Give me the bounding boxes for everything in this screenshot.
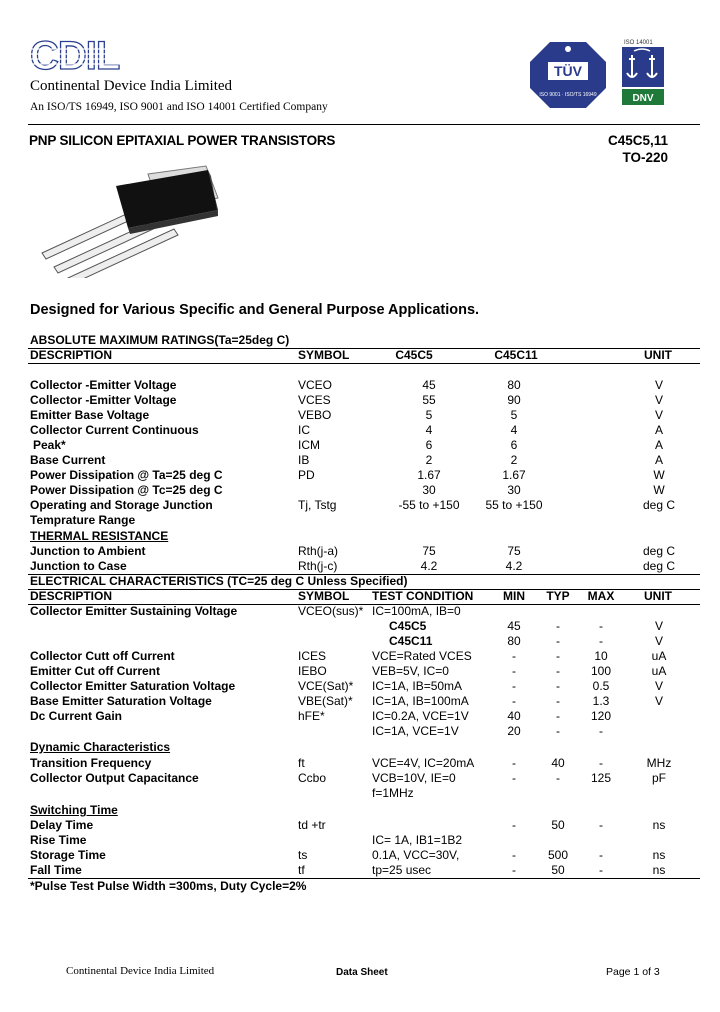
row-description: Dc Current Gain	[30, 709, 123, 723]
row-symbol: hFE*	[298, 709, 325, 723]
elec-heading: ELECTRICAL CHARACTERISTICS (TC=25 deg C Unless Specified)	[30, 574, 408, 588]
row-symbol: VCE(Sat)*	[298, 679, 354, 693]
row-max: 120	[590, 709, 612, 723]
row-min: -	[512, 848, 516, 862]
abs-max-heading-row	[0, 333, 720, 348]
row-test-condition: C45C5	[389, 619, 427, 633]
row-description: Transition Frequency	[30, 756, 152, 770]
row-unit: W	[653, 483, 665, 497]
company-tagline: An ISO/TS 16949, ISO 9001 and ISO 14001 Certified Company	[30, 101, 328, 113]
table-row	[0, 559, 720, 574]
row-symbol: ICES	[298, 649, 327, 663]
row-value-c45c11: 90	[507, 393, 521, 407]
row-symbol: ICM	[298, 438, 320, 452]
to220-package-icon	[36, 158, 246, 278]
row-test-condition: IC=1A, IB=100mA	[372, 694, 469, 708]
row-unit: ns	[652, 848, 666, 862]
dnv-certification-badge	[620, 37, 666, 112]
table-row	[0, 423, 720, 438]
row-min: 40	[507, 709, 521, 723]
row-test-condition: IC=1A, VCE=1V	[372, 724, 459, 738]
row-min: -	[512, 818, 516, 832]
col-symbol: SYMBOL	[298, 589, 350, 603]
table-row	[0, 694, 720, 709]
row-typ: 500	[547, 848, 569, 862]
row-typ: 40	[551, 756, 565, 770]
table-row	[0, 709, 720, 724]
table-row	[0, 498, 720, 513]
row-min: -	[512, 771, 516, 785]
row-unit: pF	[651, 771, 667, 785]
row-symbol: IEBO	[298, 664, 327, 678]
row-typ: -	[556, 649, 560, 663]
table-row	[0, 468, 720, 483]
row-description: Collector Emitter Saturation Voltage	[30, 679, 236, 693]
row-value-c45c5: -55 to +150	[398, 498, 460, 512]
row-unit: deg C	[642, 559, 676, 573]
row-symbol: Rth(j-c)	[298, 559, 338, 573]
row-value-c45c5: 6	[425, 438, 433, 452]
row-unit: V	[654, 408, 664, 422]
elec-heading-row	[0, 574, 720, 589]
row-min: -	[512, 756, 516, 770]
cdil-logo-text: CDIL	[30, 36, 120, 74]
row-description: Collector -Emitter Voltage	[30, 378, 177, 392]
row-symbol: IB	[298, 453, 310, 467]
row-typ: -	[556, 694, 560, 708]
row-unit: A	[654, 453, 664, 467]
row-value-c45c11: 30	[507, 483, 521, 497]
row-description: Storage Time	[30, 848, 106, 862]
row-symbol: VBE(Sat)*	[298, 694, 353, 708]
row-test-condition: IC=100mA, IB=0	[372, 604, 461, 618]
row-description: Collector Current Continuous	[30, 423, 199, 437]
row-description: Collector Emitter Sustaining Voltage	[30, 604, 238, 618]
row-description: Temprature Range	[30, 513, 136, 527]
table-row	[0, 513, 720, 528]
row-max: -	[599, 619, 603, 633]
svg-text:TÜV: TÜV	[554, 63, 582, 79]
row-test-condition: VCB=10V, IE=0	[372, 771, 456, 785]
row-description: Emitter Cut off Current	[30, 664, 160, 678]
table-row	[0, 649, 720, 664]
col-typ: TYP	[546, 589, 570, 603]
row-test-condition: C45C11	[389, 634, 433, 648]
row-symbol: Tj, Tstg	[298, 498, 337, 512]
switching-heading: Switching Time	[30, 803, 118, 817]
col-description: DESCRIPTION	[30, 589, 113, 603]
row-value-c45c5: 4	[425, 423, 433, 437]
table-row	[0, 664, 720, 679]
row-typ: -	[556, 724, 560, 738]
row-test-condition: 0.1A, VCC=30V,	[372, 848, 460, 862]
row-unit: ns	[652, 863, 666, 877]
row-max: 1.3	[592, 694, 610, 708]
row-description: Collector Output Capacitance	[30, 771, 199, 785]
cdil-logo-mark	[30, 36, 126, 74]
col-symbol: SYMBOL	[298, 348, 350, 362]
row-value-c45c5: 2	[425, 453, 433, 467]
col-c45c11: C45C11	[494, 348, 538, 362]
svg-text:ISO 9001 · ISO/TS 16949: ISO 9001 · ISO/TS 16949	[539, 92, 597, 98]
row-symbol: Ccbo	[298, 771, 327, 785]
table-row	[0, 756, 720, 771]
row-description: Base Emitter Saturation Voltage	[30, 694, 212, 708]
row-typ: -	[556, 709, 560, 723]
row-symbol: PD	[298, 468, 315, 482]
row-unit: deg C	[642, 544, 676, 558]
abs-max-header-rule	[28, 363, 700, 364]
col-min: MIN	[503, 589, 525, 603]
thermal-heading-row	[0, 529, 720, 544]
row-value-c45c11: 4	[510, 423, 518, 437]
row-max: 100	[590, 664, 612, 678]
row-unit: MHz	[646, 756, 672, 770]
row-symbol: ft	[298, 756, 305, 770]
row-symbol: tf	[298, 863, 305, 877]
row-symbol: ts	[298, 848, 308, 862]
row-unit: A	[654, 438, 664, 452]
abs-max-header-row	[0, 348, 720, 363]
pulse-test-note: *Pulse Test Pulse Width =300ms, Duty Cycle=2%	[30, 879, 307, 893]
row-test-condition: VCE=4V, IC=20mA	[372, 756, 475, 770]
table-row	[0, 848, 720, 863]
row-typ: 50	[551, 863, 565, 877]
switching-heading-row	[0, 803, 720, 818]
row-value-c45c5: 5	[425, 408, 433, 422]
row-value-c45c5: 1.67	[417, 468, 441, 482]
row-value-c45c11: 75	[507, 544, 521, 558]
row-min: 20	[507, 724, 521, 738]
table-row	[0, 544, 720, 559]
svg-text:DNV: DNV	[632, 93, 654, 104]
thermal-heading: THERMAL RESISTANCE	[30, 529, 169, 543]
row-description: Rise Time	[30, 833, 87, 847]
row-test-condition: VEB=5V, IC=0	[372, 664, 449, 678]
row-typ: -	[556, 634, 560, 648]
col-description: DESCRIPTION	[30, 348, 113, 362]
dynamic-heading: Dynamic Characteristics	[30, 740, 171, 754]
row-max: -	[599, 863, 603, 877]
col-unit: UNIT	[644, 589, 672, 603]
table-row	[0, 604, 720, 619]
row-min: -	[512, 863, 516, 877]
row-value-c45c11: 5	[510, 408, 518, 422]
part-number: C45C5,11	[607, 133, 668, 148]
row-max: 125	[590, 771, 612, 785]
to220-package-illustration	[36, 158, 246, 283]
row-unit: uA	[651, 649, 667, 663]
row-test-condition: IC=1A, IB=50mA	[372, 679, 463, 693]
row-unit: deg C	[642, 498, 676, 512]
footer-page-number: Page 1 of 3	[606, 966, 660, 978]
row-description: Collector Cutt off Current	[30, 649, 175, 663]
row-description: Junction to Case	[30, 559, 127, 573]
document-subtitle: Designed for Various Specific and General Purpose Applications.	[30, 302, 480, 318]
row-unit: V	[654, 634, 664, 648]
row-unit: V	[654, 679, 664, 693]
row-test-condition: tp=25 usec	[372, 863, 432, 877]
row-test-condition: VCE=Rated VCES	[372, 649, 472, 663]
row-description: Delay Time	[30, 818, 94, 832]
table-row	[0, 378, 720, 393]
row-unit: V	[654, 393, 664, 407]
row-min: -	[512, 664, 516, 678]
row-unit: A	[654, 423, 664, 437]
row-test-condition: f=1MHz	[372, 786, 414, 800]
row-max: -	[599, 818, 603, 832]
document-title: PNP SILICON EPITAXIAL POWER TRANSISTORS	[29, 133, 336, 148]
col-max: MAX	[587, 589, 615, 603]
row-min: -	[512, 694, 516, 708]
row-value-c45c5: 30	[422, 483, 436, 497]
row-symbol: VCEO	[298, 378, 333, 392]
row-description: Power Dissipation @ Tc=25 deg C	[30, 483, 223, 497]
row-symbol: VCEO(sus)*	[298, 604, 364, 618]
table-row	[0, 453, 720, 468]
tuv-badge-icon	[528, 40, 608, 110]
col-test-condition: TEST CONDITION	[372, 589, 474, 603]
table-row	[0, 724, 720, 739]
table-row	[0, 863, 720, 878]
row-value-c45c5: 55	[422, 393, 436, 407]
row-max: -	[599, 756, 603, 770]
row-unit: V	[654, 694, 664, 708]
row-symbol: Rth(j-a)	[298, 544, 339, 558]
table-row	[0, 483, 720, 498]
row-description: Base Current	[30, 453, 106, 467]
abs-max-heading: ABSOLUTE MAXIMUM RATINGS(Ta=25deg C)	[30, 333, 290, 347]
row-description: Emitter Base Voltage	[30, 408, 150, 422]
row-value-c45c11: 80	[507, 378, 521, 392]
table-row	[0, 786, 720, 801]
table-row	[0, 438, 720, 453]
pulse-note-row	[0, 879, 720, 894]
row-unit: V	[654, 378, 664, 392]
row-max: -	[599, 634, 603, 648]
table-row	[0, 679, 720, 694]
footer-data-sheet: Data Sheet	[336, 967, 388, 978]
row-description: Peak*	[33, 438, 66, 452]
row-unit: uA	[651, 664, 667, 678]
row-value-c45c11: 1.67	[502, 468, 526, 482]
row-max: 0.5	[592, 679, 610, 693]
row-typ: 50	[551, 818, 565, 832]
row-min: 45	[507, 619, 521, 633]
row-symbol: IC	[298, 423, 310, 437]
table-row	[0, 818, 720, 833]
header-divider	[28, 124, 700, 125]
row-symbol: VEBO	[298, 408, 332, 422]
row-min: -	[512, 649, 516, 663]
row-unit: W	[653, 468, 665, 482]
row-typ: -	[556, 619, 560, 633]
row-max: -	[599, 724, 603, 738]
row-min: -	[512, 679, 516, 693]
row-description: Collector -Emitter Voltage	[30, 393, 177, 407]
col-unit: UNIT	[644, 348, 672, 362]
table-row	[0, 634, 720, 649]
row-description: Junction to Ambient	[30, 544, 146, 558]
col-c45c5: C45C5	[395, 348, 433, 362]
row-value-c45c5: 45	[422, 378, 436, 392]
row-test-condition: IC=0.2A, VCE=1V	[372, 709, 469, 723]
row-symbol: td +tr	[298, 818, 326, 832]
row-value-c45c11: 2	[510, 453, 518, 467]
dynamic-heading-row	[0, 740, 720, 755]
table-row	[0, 408, 720, 423]
row-description: Fall Time	[30, 863, 82, 877]
table-row	[0, 393, 720, 408]
row-value-c45c11: 55 to +150	[485, 498, 543, 512]
package-type: TO-220	[622, 150, 668, 165]
row-description: Power Dissipation @ Ta=25 deg C	[30, 468, 223, 482]
dnv-badge-icon	[620, 37, 666, 107]
row-max: 10	[594, 649, 608, 663]
table-row	[0, 619, 720, 634]
row-typ: -	[556, 771, 560, 785]
row-symbol: VCES	[298, 393, 331, 407]
row-max: -	[599, 848, 603, 862]
row-min: 80	[507, 634, 521, 648]
cdil-logo	[30, 36, 126, 79]
table-row	[0, 771, 720, 786]
row-typ: -	[556, 664, 560, 678]
row-value-c45c5: 4.2	[420, 559, 438, 573]
row-unit: V	[654, 619, 664, 633]
company-name: Continental Device India Limited	[30, 78, 233, 94]
row-value-c45c11: 6	[510, 438, 518, 452]
row-value-c45c5: 75	[422, 544, 436, 558]
row-test-condition: IC= 1A, IB1=1B2	[372, 833, 463, 847]
svg-text:ISO 14001: ISO 14001	[624, 40, 653, 46]
row-unit: ns	[652, 818, 666, 832]
row-value-c45c11: 4.2	[505, 559, 523, 573]
table-row	[0, 833, 720, 848]
row-description: Operating and Storage Junction	[30, 498, 213, 512]
tuv-certification-badge	[528, 40, 608, 115]
footer-company: Continental Device India Limited	[66, 965, 215, 977]
row-typ: -	[556, 679, 560, 693]
elec-header-row	[0, 589, 720, 604]
